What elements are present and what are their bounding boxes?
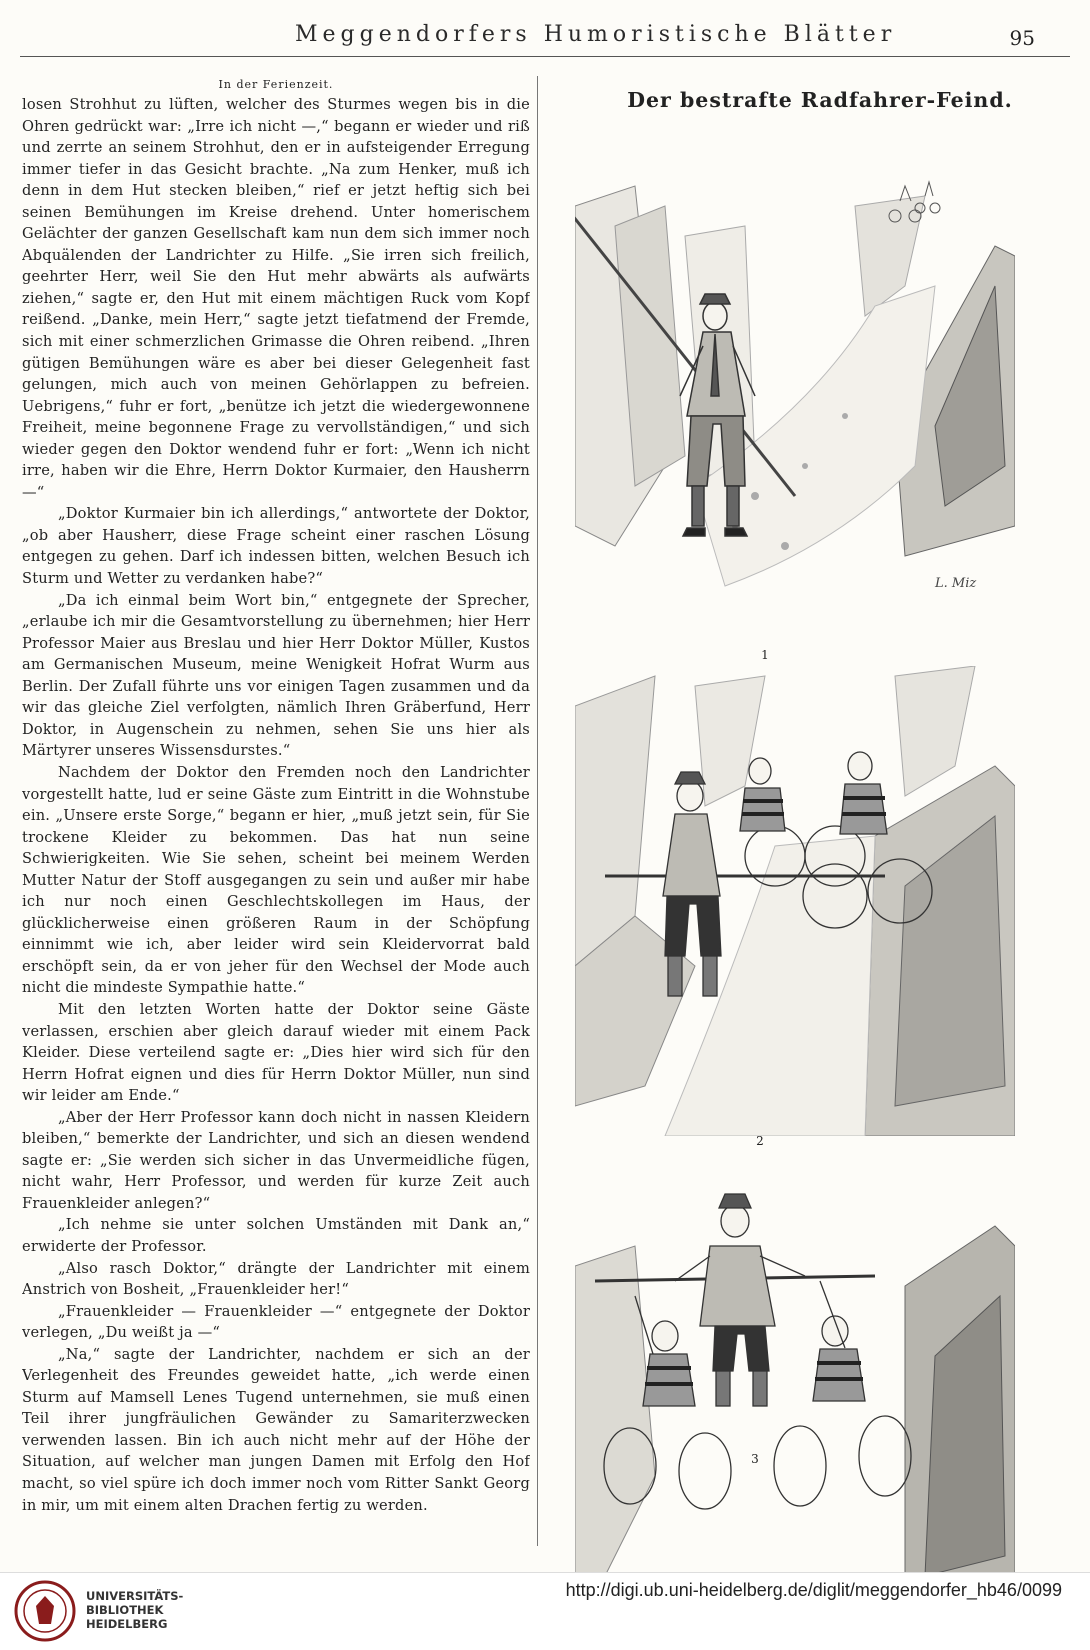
paragraph: losen Strohhut zu lüften, welcher des Sturmes wegen bis in die Ohren gedrückt war: „Irre ich nicht —,“ begann er wieder und riß und zerrte an seinem Strohhut, den er in aufsteigender Erregung immer tiefer in das Gesicht brachte. „Na zum Henker, muß ich denn in dem Hut stecken bleiben,“ rief er jetzt heftig sich bei seinen Bemühungen im Kreise drehend. Unter homerischem Gelächter der ganzen Gesellschaft kam nun dem sich immer noch Abquälenden der Landrichter zu Hilfe. „Sie irren sich freilich, geehrter Herr, weil Sie den Hut mehr abwärts als aufwärts ziehen,“ sagte er, den Hut mit einem mächtigen Ruck vom Kopf reißend. „Danke, mein Herr,“ sagte jetzt tiefatmend der Fremde, sich mit einer schmerzlichen Grimasse die Ohren reibend. „Ihren gütigen Bemühungen wäre es aber bei dieser Gelegenheit fast gelungen, mich auch von meinen Gehörlappen zu befreien. Uebrigens,“ fuhr er fort, „benütze ich jetzt die wiedergewonnene Freiheit, meine begonnene Frage zu vervollständigen,“ und sich wieder gegen den Doktor wendend fuhr er fort: „Wenn ich nicht irre, haben wir die Ehre, Herrn Doktor Kurmaier, den Hausherrn —“ — [22, 96, 530, 501]
header-rule — [20, 56, 1070, 57]
panel-number-1: 1 — [761, 648, 769, 662]
paragraph: „Da ich einmal beim Wort bin,“ entgegnete der Sprecher, „erlaube ich mir die Gesamtvorstellung zu übernehmen; hier Herr Professor Maier aus Breslau und hier Herr Doktor Müller, Kustos am Germanischen Museum, meine Wenigkeit Hofrat Wurm aus Berlin. Der Zufall führte uns vor einigen Tagen zusammen und da wir das gleiche Ziel verfolgten, nämlich Ihren Gräberfund, Herr Doktor, in Augenschein zu nehmen, sehen Sie uns hier als Märtyrer unseres Wissensdurstes.“ — [22, 591, 530, 760]
panel-3-illustration — [575, 1156, 1015, 1596]
paragraph: Mit den letzten Worten hatte der Doktor seine Gäste verlassen, erschien aber gleich darauf wieder mit einem Pack Kleider. Diese verteilend sagte er: „Dies hier wird sich für den Herrn Hofrat eignen und dies für Herrn Doktor Müller, nun sind wir leider am Ende.“ — [22, 1000, 530, 1105]
institution-name — [86, 1589, 183, 1631]
page-header — [0, 0, 1090, 58]
cartoon-column — [545, 76, 1070, 1546]
artist-signature: L. Miz — [935, 576, 977, 591]
page-number: 95 — [1009, 26, 1035, 50]
paragraph: „Doktor Kurmaier bin ich allerdings,“ antwortete der Doktor, „ob aber Hausherr, diese Frage scheint einer raschen Lösung entgegen zu gehen. Darf ich indessen bitten, welchen Besuch ich Sturm und Wetter zu verdanken habe?“ — [22, 505, 530, 588]
footer-rule — [0, 1572, 1090, 1573]
running-title: Meggendorfers Humoristische Blätter — [295, 22, 897, 47]
source-link[interactable]: http://digi.ub.uni-heidelberg.de/diglit/meggendorfer_hb46/0099 — [565, 1580, 1062, 1600]
paragraph: „Ich nehme sie unter solchen Umständen mit Dank an,“ erwiderte der Professor. — [22, 1216, 530, 1255]
university-seal-icon — [14, 1580, 76, 1642]
cartoon-panel-1 — [575, 166, 1015, 616]
institution-line: BIBLIOTHEK — [86, 1603, 164, 1617]
paragraph: „Aber der Herr Professor kann doch nicht in nassen Kleidern bleiben,“ bemerkte der Landrichter, und sich an diesen wendend sagte er: „Sie werden sich sicher in das Unvermeidliche fügen, nicht wahr, Herr Professor, und werden für kurze Zeit auch Frauenkleider anlegen?“ — [22, 1108, 530, 1212]
institution-line: HEIDELBERG — [86, 1617, 168, 1631]
panel-number-3: 3 — [751, 1452, 759, 1466]
cartoon-panel-3 — [575, 1156, 1015, 1596]
story-column — [22, 78, 530, 1538]
panel-1-illustration — [575, 166, 1015, 616]
paragraph: „Na,“ sagte der Landrichter, nachdem er sich an der Verlegenheit des Freundes geweidet hatte, „ich werde einen Sturm auf Mamsell Lenes Tugend unternehmen, sie muß einen Teil ihrer jungfräulichen Gewänder zu Samariterzwecken verwenden lassen. Bin ich auch nicht mehr auf der Höhe der Situation, auf welcher man jungen Damen mit Erfolg den Hof macht, so viel spüre ich doch immer noch vom Ritter Sankt Georg in mir, um mit einem alten Drachen fertig zu werden. — [22, 1345, 530, 1514]
panel-2-illustration — [575, 666, 1015, 1136]
story-text — [22, 94, 530, 1516]
column-divider — [537, 76, 538, 1546]
page-footer — [0, 1572, 1090, 1650]
cartoon-title: Der bestrafte Radfahrer-Feind. — [627, 88, 1013, 112]
paragraph: „Also rasch Doktor,“ drängte der Landrichter mit einem Anstrich von Bosheit, „Frauenkleider her!“ — [22, 1259, 530, 1299]
paragraph: Nachdem der Doktor den Fremden noch den Landrichter vorgestellt hatte, lud er seine Gäste zum Eintritt in die Wohnstube ein. „Unsere erste Sorge,“ begann er hier, „muß jetzt sein, für Sie trockene Kleider zu bekommen. Das hat nun seine Schwierigkeiten. Wie Sie sehen, scheint bei meinem Werden Mutter Natur der Stoff ausgegangen zu sein und außer mir habe ich nur noch einen Geschlechtskollegen im Haus, der glücklicherweise einen größeren Raum in der Schöpfung einnimmt wie ich, aber leider wird sein Kleidervorrat bald erschöpft sein, da er von jeher für den Wechsel der Mode auch nicht die mindeste Sympathie hatte.“ — [22, 763, 530, 997]
paragraph: „Frauenkleider — Frauenkleider —“ entgegnete der Doktor verlegen, „Du weißt ja —“ — [22, 1302, 530, 1342]
section-kicker: In der Ferienzeit. — [218, 78, 334, 91]
panel-number-2: 2 — [756, 1134, 764, 1148]
institution-line: UNIVERSITÄTS- — [86, 1589, 184, 1603]
cartoon-panel-2 — [575, 666, 1015, 1136]
